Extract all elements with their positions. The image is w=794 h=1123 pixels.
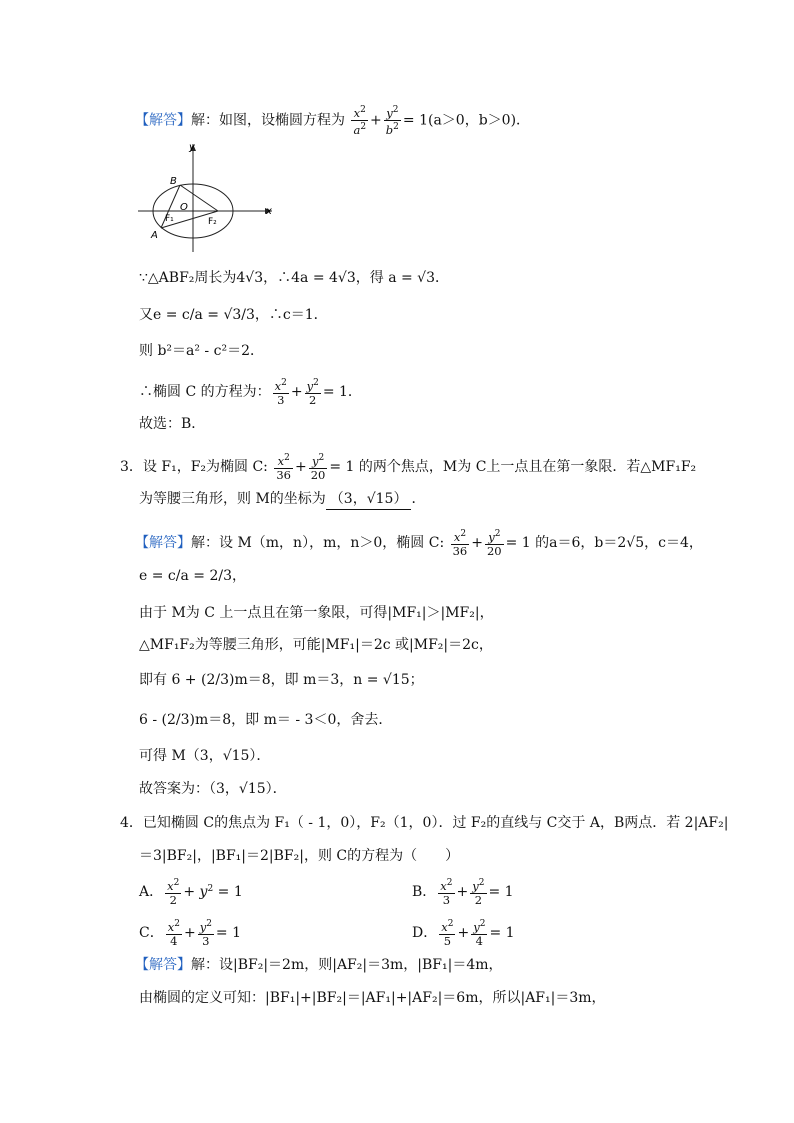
ans2-b2: 则 b²＝a² - c²＝2．	[139, 343, 264, 359]
fig-label-F1: F₁	[165, 214, 174, 224]
ans2-choice: 故选：B．	[139, 416, 206, 432]
q3-line2: 为等腰三角形，则 M的坐标为 （3，√15） ．	[139, 489, 425, 510]
q3-sol3: 由于 M为 C 上一点且在第一象限，可得|MF₁|＞|MF₂|，	[139, 605, 494, 621]
q4-option-d[interactable]: D． $\frac{x^2}{5}$ + $\frac{y^2}{4}$ = 1	[412, 919, 515, 948]
q4-sol1: 【解答】解：设|BF₂|＝2m，则|AF₂|＝3m，|BF₁|＝4m，	[135, 957, 503, 973]
q3-sol5: 即有 6 + (2/3)m＝8，即 m＝3，n = √15；	[139, 672, 424, 688]
ans2-eq: ∴椭圆 C 的方程为： $\frac{x^2}{3}$ + $\frac{y^2}{2}$ = 1．	[139, 378, 362, 407]
q3-sol8: 故答案为：（3，√15）．	[139, 781, 287, 797]
q4-line2: ＝3|BF₂|，|BF₁|＝2|BF₂|，则 C的方程为（ ）	[139, 848, 460, 864]
frac-x2-a2: $\frac{x^2}{a^2}$	[353, 105, 367, 137]
q3-sol4: △MF₁F₂为等腰三角形，可能|MF₁|＝2c 或|MF₂|＝2c，	[139, 637, 493, 653]
q3-sol2: e = c/a = 2/3，	[139, 568, 246, 584]
fig-label-x: x	[266, 206, 272, 217]
q3-sol1: 【解答】解：设 M（m，n），m，n＞0，椭圆 C: $\frac{x^2}{36}$ + $\frac{y^2}{20}$ = 1 的a＝6，b＝2√5，c＝4，	[135, 529, 703, 558]
q4-sol2: 由椭圆的定义可知：|BF₁|+|BF₂|＝|AF₁|+|AF₂|＝6m，所以|AF₁|＝3m，	[139, 990, 606, 1006]
ans2-ecc: 又e = c/a = √3/3，∴c＝1．	[139, 307, 328, 323]
q3-line1: 3．设 F₁，F₂为椭圆 C: $\frac{x^2}{36}$ + $\frac{y^2}{20}$ = 1 的两个焦点，M为 C上一点且在第一象限．若△MF₁F₂	[120, 453, 697, 482]
ans2-line1: 【解答】解：如图，设椭圆方程为 $\frac{x^2}{a^2}$ + $\frac{y^2}{b^2}$ = 1(a＞0，b＞0)．	[135, 105, 531, 137]
fig-label-O: O	[180, 202, 188, 213]
q4-line1: 4．已知椭圆 C的焦点为 F₁（ - 1，0），F₂（1，0）．过 F₂的直线与 C交于 A，B两点．若 2|AF₂|	[120, 815, 729, 831]
fig-label-y: y	[189, 142, 195, 153]
fig-label-F2: F₂	[208, 217, 217, 227]
q3-sol7: 可得 M（3，√15）．	[139, 748, 271, 764]
answer-tag: 【解答】	[135, 112, 191, 129]
fig-label-B: B	[170, 176, 177, 187]
ans2-perimeter: ∵△ABF₂周长为4√3，∴4a = 4√3，得 a = √3．	[139, 270, 450, 286]
frac-y2-b2: $\frac{y^2}{b^2}$	[385, 105, 399, 137]
answer-blank: （3，√15）	[326, 489, 412, 510]
q4-option-c[interactable]: C． $\frac{x^2}{4}$ + $\frac{y^2}{3}$ = 1	[139, 919, 242, 948]
q4-option-b[interactable]: B． $\frac{x^2}{3}$ + $\frac{y^2}{2}$ = 1	[412, 878, 514, 907]
fig-label-A: A	[151, 230, 158, 241]
q4-option-a[interactable]: A． $\frac{x^2}{2}$ + $y^2 = 1$	[139, 878, 243, 907]
q3-sol6: 6 - (2/3)m＝8，即 m＝ - 3＜0，舍去．	[139, 712, 393, 728]
ellipse-figure	[132, 140, 277, 255]
